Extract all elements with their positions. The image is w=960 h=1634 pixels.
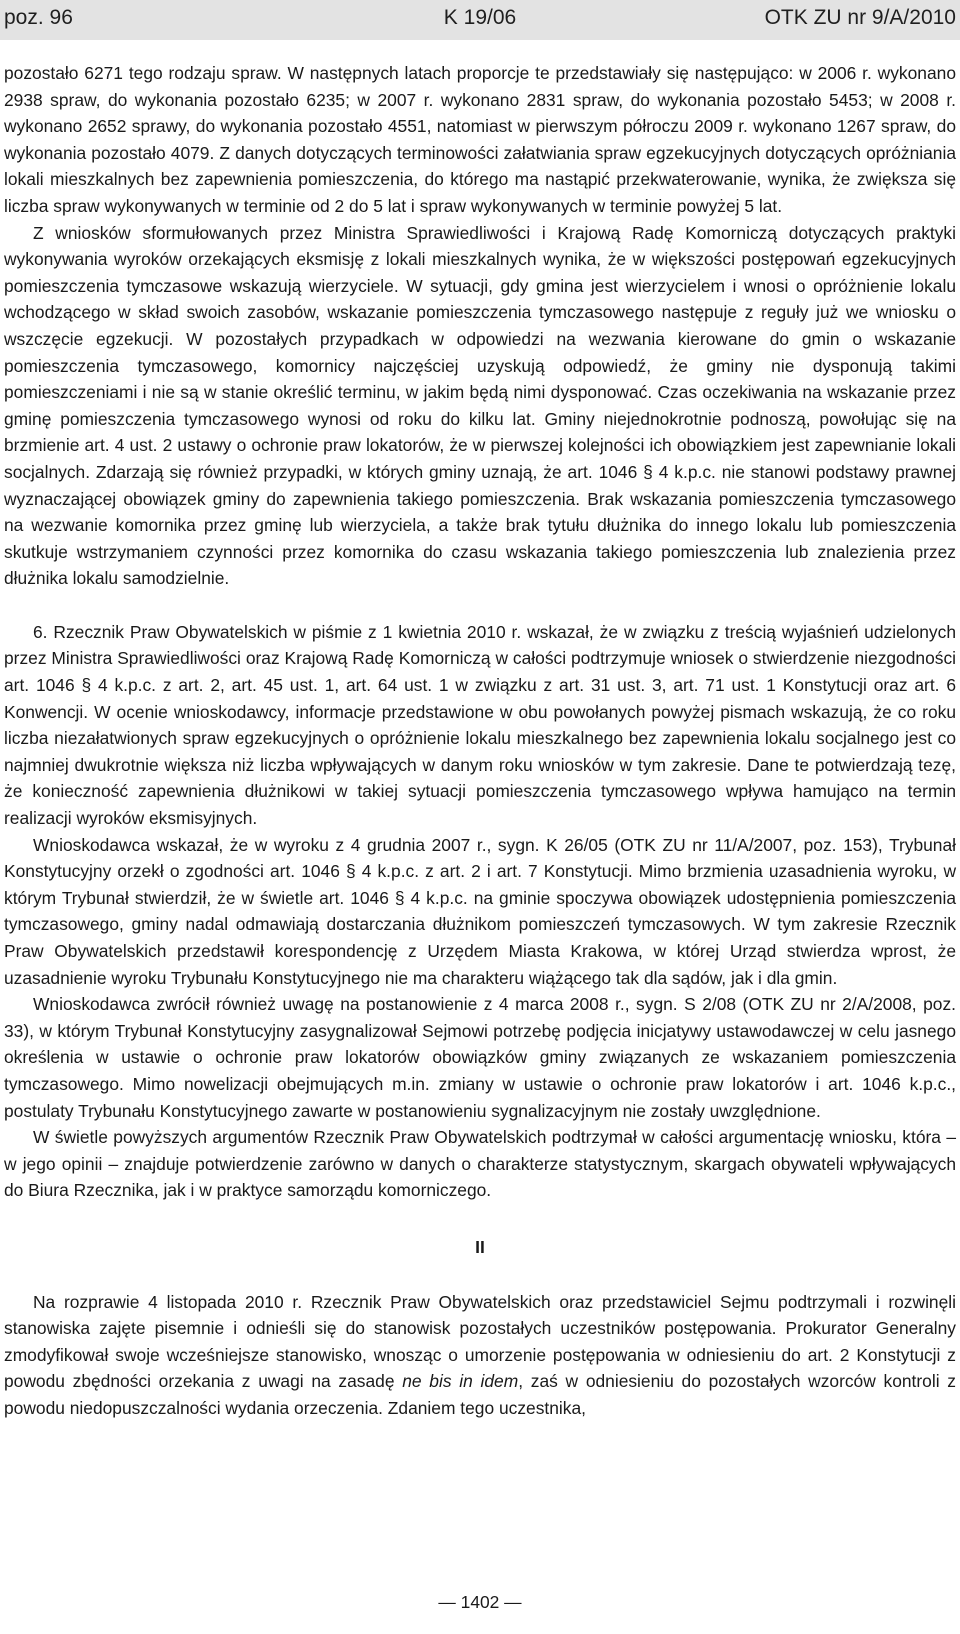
- paragraph-motions: Z wniosków sformułowanych przez Ministra Sprawiedliwości i Krajową Radę Komorniczą dotyczących praktyki wykonywania wyroków orzekających eksmisję z lokali mieszkalnych wynika, że w większości postępowań egzekucyjnych pomieszczenia tymczasowe wskazują wierzyciele. W sytuacji, gdy gmina jest wierzycielem i wnosi o opróżnienie lokalu wchodzącego w skład swoich zasobów, wskazanie pomieszczenia tymczasowego następuje z reguły już we wniosku o wszczęcie egzekucji. W pozostałych przypadkach w odpowiedzi na wezwania kierowane do gmin o wskazanie pomieszczenia tymczasowego, komornicy najczęściej uzyskują odpowiedź, że gminy nie dysponują takimi pomieszczeniami i nie są w stanie określić terminu, w jakim będą nimi dysponować. Czas oczekiwania na wskazanie przez gminę pomieszczenia tymczasowego wynosi od roku do kilku lat. Gminy niejednokrotnie podnoszą, powołując się na brzmienie art. 4 ust. 2 ustawy o ochronie praw lokatorów, że w pierwszej kolejności ich obowiązkiem jest zapewnianie lokali socjalnych. Zdarzają się również przypadki, w których gminy uznają, że art. 1046 § 4 k.p.c. nie stanowi podstawy prawnej wyznaczającej obowiązek gminy do zapewnienia takiego pomieszczenia. Brak wskazania pomieszczenia tymczasowego na wezwanie komornika przez gminę lub wierzyciela, a także brak tytułu dłużnika do innego lokalu lub pomieszczenia skutkuje wstrzymaniem czynności przez komornika do czasu wskazania takiego pomieszczenia lub znalezienia przez dłużnika lokalu samodzielnie.: [4, 222, 956, 589]
- page-number: — 1402 —: [438, 1592, 522, 1612]
- hearing-text-end: , zaś w odniesieniu do pozostałych wzorców kontroli z powodu niedopuszczalności wydania orzeczenia. Zdaniem tego uczestnika,: [4, 1371, 956, 1418]
- header-journal: OTK ZU nr 9/A/2010: [764, 6, 956, 29]
- latin-phrase: ne bis in idem: [402, 1371, 519, 1392]
- paragraph-decision-s2: Wnioskodawca zwrócił również uwagę na postanowienie z 4 marca 2008 r., sygn. S 2/08 (OTK ZU nr 2/A/2008, poz. 33), w którym Trybunał Konstytucyjny zasygnalizował Sejmowi potrzebę podjęcia inicjatywy ustawodawczej w celu jasnego określenia w ustawie o ochronie praw lokatorów obowiązków gminy związanych ze wskazaniem pomieszczenia tymczasowego. Mimo nowelizacji obejmujących m.in. zmiany w ustawie o ochronie praw lokatorów i art. 1046 k.p.c., postulaty Trybunału Konstytucyjnego zawarte w postanowieniu sygnalizacyjnym nie zostały uwzględnione.: [4, 994, 956, 1121]
- hearing-text-start: Na rozprawie 4 listopada 2010 r. Rzecznik Praw Obywatelskich oraz przedstawiciel Sejmu podtrzymali i rozwinęli stanowiska zajęte pisemnie i odnieśli się do stanowisk pozostałych uczestników postępowania. Prokurator Generalny zmodyfikował swoje wcześniejsze stanowisko, wnosząc o umorzenie postępowania w odniesieniu do art. 2 Konstytucji z powodu zbędności orzekania z uwagi na zasadę: [4, 1291, 956, 1392]
- page-header: [0, 0, 960, 40]
- section-heading: II: [475, 1236, 485, 1257]
- header-case-number: K 19/06: [443, 6, 517, 29]
- document-body: [4, 60, 956, 1422]
- header-position: poz. 96: [4, 6, 73, 29]
- paragraph-hearing: [4, 1289, 956, 1422]
- paragraph-conclusion: W świetle powyższych argumentów Rzecznik Praw Obywatelskich podtrzymał w całości argumentację wniosku, która – w jego opinii – znajduje potwierdzenie zarówno w danych o charakterze statystycznym, skargach obywateli wpływających do Biura Rzecznika, jak i w praktyce samorządu komorniczego.: [4, 1127, 956, 1201]
- paragraph-continued: pozostało 6271 tego rodzaju spraw. W następnych latach proporcje te przedstawiały się następująco: w 2006 r. wykonano 2938 spraw, do wykonania pozostało 6235; w 2007 r. wykonano 2831 spraw, do wykonania pozostało 5453; w 2008 r. wykonano 2652 sprawy, do wykonania pozostało 4551, natomiast w pierwszym półroczu 2009 r. wykonano 1267 spraw, do wykonania pozostało 4079. Z danych dotyczących terminowości załatwiania spraw egzekucyjnych dotyczących opróżniania lokali mieszkalnych bez zapewnienia pomieszczenia, do którego ma nastąpić przekwaterowanie, wynika, że zwiększa się liczba spraw wykonywanych w terminie od 2 do 5 lat i spraw wykonywanych w terminie powyżej 5 lat.: [4, 63, 956, 216]
- paragraph-ombudsman-letter: 6. Rzecznik Praw Obywatelskich w piśmie z 1 kwietnia 2010 r. wskazał, że w związku z treścią wyjaśnień udzielonych przez Ministra Sprawiedliwości oraz Krajową Radę Komorniczą w całości podtrzymuje wniosek o stwierdzenie niezgodności art. 1046 § 4 k.p.c. z art. 2, art. 45 ust. 1, art. 64 ust. 1 w związku z art. 31 ust. 3, art. 71 ust. 1 Konstytucji oraz art. 6 Konwencji. W ocenie wnioskodawcy, informacje przedstawione w obu powołanych powyżej pismach wskazują, że co roku liczba niezałatwionych spraw egzekucyjnych o opróżnienie lokalu mieszkalnego bez zapewnienia lokalu socjalnego jest co najmniej dwukrotnie większa niż liczba wpływających w danym roku wniosków w tym zakresie. Dane te potwierdzają tezę, że konieczność zapewnienia dłużnikowi w takiej sytuacji pomieszczenia tymczasowego wpływa hamująco na termin realizacji wyroków eksmisyjnych.: [4, 621, 956, 829]
- paragraph-judgment-k26: Wnioskodawca wskazał, że w wyroku z 4 grudnia 2007 r., sygn. K 26/05 (OTK ZU nr 11/A/2007, poz. 153), Trybunał Konstytucyjny orzekł o zgodności art. 1046 § 4 k.p.c. z art. 2 i art. 7 Konstytucji. Mimo brzmienia uzasadnienia wyroku, w którym Trybunał stwierdził, że w świetle art. 1046 § 4 k.p.c. na gminie spoczywa obowiązek udostępnienia pomieszczenia tymczasowego, gminy nadal odmawiają dostarczania dłużnikom pomieszczeń tymczasowych. W tym zakresie Rzecznik Praw Obywatelskich przedstawił korespondencję z Urzędem Miasta Krakowa, w której Urząd stwierdza wprost, że uzasadnienie wyroku Trybunału Konstytucyjnego nie ma charakteru wiążącego tak dla sądów, jak i dla gmin.: [4, 834, 956, 988]
